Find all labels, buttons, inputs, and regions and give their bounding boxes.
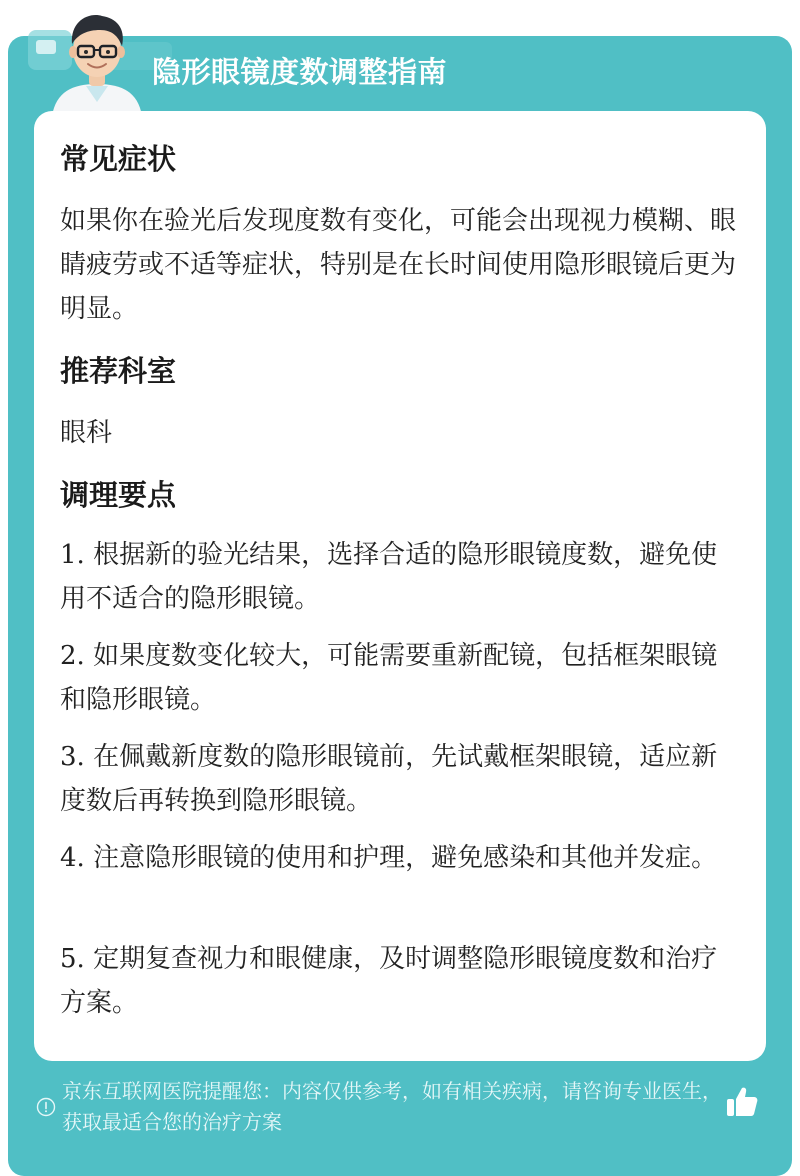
care-item-text: 注意隐形眼镜的使用和护理，避免感染和其他并发症。 xyxy=(93,843,718,873)
care-item-3 xyxy=(60,735,740,823)
doctor-avatar-icon xyxy=(42,6,152,116)
care-item-text: 定期复查视力和眼健康，及时调整隐形眼镜度数和治疗方案。 xyxy=(60,944,718,1018)
department-text: 眼科 xyxy=(60,418,113,448)
info-icon xyxy=(36,1097,56,1117)
care-item-2 xyxy=(60,634,740,722)
section-title-symptoms: 常见症状 xyxy=(60,142,177,176)
care-item-text: 如果度数变化较大，可能需要重新配镜，包括框架眼镜和隐形眼镜。 xyxy=(60,641,718,715)
symptoms-text: 如果你在验光后发现度数有变化，可能会出现视力模糊、眼睛疲劳或不适等症状，特别是在长时间使用隐形眼镜后更为明显。 xyxy=(60,206,737,324)
care-item-5 xyxy=(60,937,740,1025)
care-item-4 xyxy=(60,836,740,880)
disclaimer-text: 京东互联网医院提醒您：内容仅供参考，如有相关疾病，请咨询专业医生，获取最适合您的治疗方案 xyxy=(62,1079,722,1134)
section-title-care: 调理要点 xyxy=(60,478,177,512)
care-item-number: 4. xyxy=(60,843,85,873)
care-item-text: 根据新的验光结果，选择合适的隐形眼镜度数，避免使用不适合的隐形眼镜。 xyxy=(60,540,718,614)
care-item-number: 1. xyxy=(60,540,85,570)
care-item-number: 5. xyxy=(60,944,85,974)
care-item-text: 在佩戴新度数的隐形眼镜前，先试戴框架眼镜，适应新度数后再转换到隐形眼镜。 xyxy=(60,742,718,816)
thumbs-up-icon[interactable] xyxy=(724,1084,760,1120)
content-card xyxy=(34,111,766,1061)
care-item-number: 2. xyxy=(60,641,85,671)
page-title: 隐形眼镜度数调整指南 xyxy=(152,55,448,89)
care-item-number: 3. xyxy=(60,742,85,772)
care-item-1 xyxy=(60,533,740,621)
section-title-department: 推荐科室 xyxy=(60,354,177,388)
